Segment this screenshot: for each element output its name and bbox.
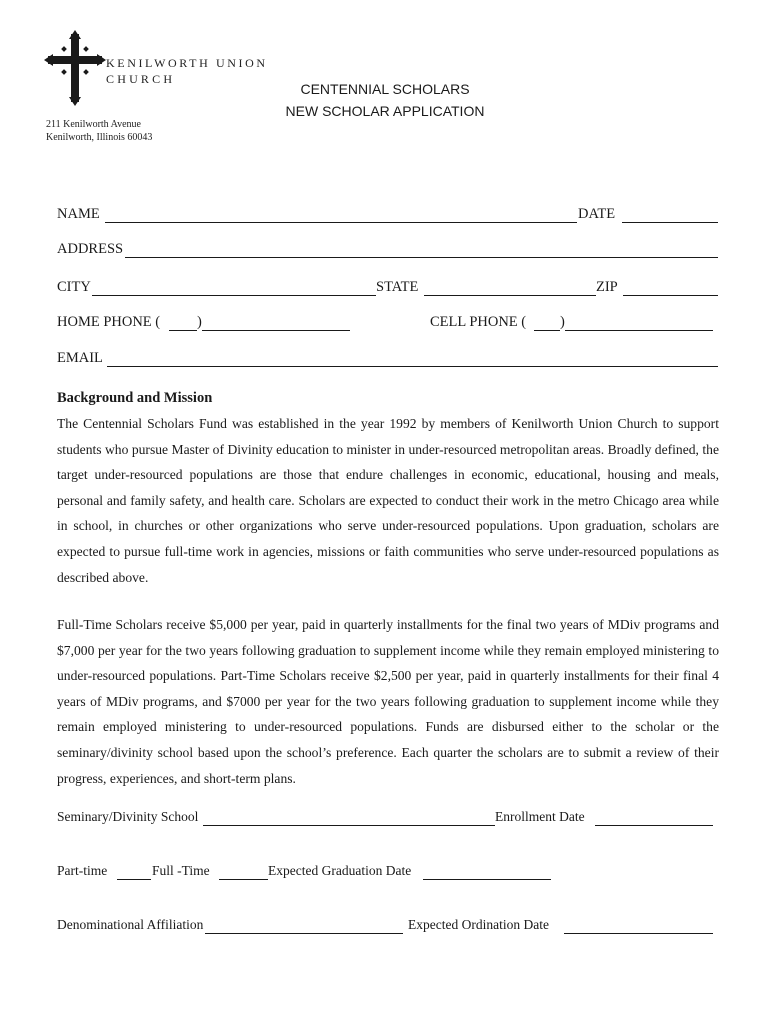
title-line2: NEW SCHOLAR APPLICATION — [285, 103, 485, 119]
document-title — [280, 78, 490, 122]
cell-phone-label: CELL PHONE ( — [430, 314, 527, 330]
date-label: DATE — [578, 206, 616, 222]
address-row — [57, 241, 718, 261]
background-heading: Background and Mission — [57, 390, 213, 406]
zip-label: ZIP — [596, 279, 618, 295]
seminary-field[interactable] — [203, 825, 495, 826]
zip-field[interactable] — [623, 295, 718, 296]
seminary-row — [57, 809, 719, 829]
part-time-field[interactable] — [117, 879, 151, 880]
city-state-zip-row — [57, 279, 718, 299]
address-field[interactable] — [125, 257, 718, 258]
background-paragraph: The Centennial Scholars Fund was established in the year 1992 by members of Kenilworth Union Church to support students who pursue Master of Divinity education to minister in under-resourced metropolitan areas. Broadly defined, the target under-resourced populations are those that endure challenges in economic, educational, housing and meals, personal and family safety, and health care. Scholars are expected to conduct their work in the metro Chicago area while in school, in churches or other organizations who serve under-resourced populations. Upon graduation, scholars are expected to pursue full-time work in agencies, missions or faith communities who serve under-resourced populations as described above. — [57, 416, 719, 585]
city-label: CITY — [57, 279, 91, 295]
home-phone-paren: ) — [197, 314, 202, 330]
cell-phone-area-code-field[interactable] — [534, 330, 560, 331]
denomination-field[interactable] — [205, 933, 403, 934]
date-field[interactable] — [622, 222, 718, 223]
address-street: 211 Kenilworth Avenue — [46, 119, 141, 130]
title-line1: CENTENNIAL SCHOLARS — [300, 81, 470, 97]
ordination-date-field[interactable] — [564, 933, 713, 934]
denomination-label: Denominational Affiliation — [57, 917, 204, 932]
denomination-row — [57, 917, 719, 937]
graduation-label: Expected Graduation Date — [268, 863, 412, 878]
state-field[interactable] — [424, 295, 596, 296]
email-row — [57, 350, 718, 370]
part-time-label: Part-time — [57, 863, 108, 878]
enrollment-field[interactable] — [595, 825, 713, 826]
cross-icon — [44, 30, 106, 106]
city-field[interactable] — [92, 295, 376, 296]
seminary-label: Seminary/Divinity School — [57, 809, 199, 824]
home-phone-area-code-field[interactable] — [169, 330, 197, 331]
enrollment-type-row — [57, 863, 719, 883]
graduation-date-field[interactable] — [423, 879, 551, 880]
church-address — [46, 118, 152, 144]
full-time-field[interactable] — [219, 879, 268, 880]
church-name: KENILWORTH UNION — [106, 56, 268, 70]
state-label: STATE — [376, 279, 419, 295]
church-logo — [44, 30, 274, 110]
enrollment-label: Enrollment Date — [495, 809, 585, 824]
name-date-row — [57, 206, 718, 226]
email-label: EMAIL — [57, 350, 103, 366]
cell-phone-field[interactable] — [565, 330, 713, 331]
phone-row — [57, 314, 718, 334]
email-field[interactable] — [107, 366, 718, 367]
home-phone-field[interactable] — [202, 330, 350, 331]
home-phone-label: HOME PHONE ( — [57, 314, 161, 330]
ordination-label: Expected Ordination Date — [408, 917, 549, 932]
name-field[interactable] — [105, 222, 577, 223]
funding-paragraph: Full-Time Scholars receive $5,000 per year, paid in quarterly installments for the final two years of MDiv programs and $7,000 per year for the two years following graduation to supplement income while they remain employed ministering to under-resourced populations. Part-Time Scholars receive $2,500 per year, paid in quarterly installments for their final 4 years of MDiv programs, and $7000 per year for the two years following graduation to supplement income while they remain employed ministering to under-resourced populations. Funds are disbursed either to the scholar or the seminary/divinity school based upon the school’s preference. Each quarter the scholars are to submit a review of their progress, experiences, and short-term plans. — [57, 617, 719, 786]
cell-phone-paren: ) — [560, 314, 565, 330]
church-name-line2: CHURCH — [106, 72, 176, 86]
full-time-label: Full -Time — [152, 863, 210, 878]
name-label: NAME — [57, 206, 100, 222]
address-city: Kenilworth, Illinois 60043 — [46, 132, 153, 143]
address-label: ADDRESS — [57, 241, 124, 257]
